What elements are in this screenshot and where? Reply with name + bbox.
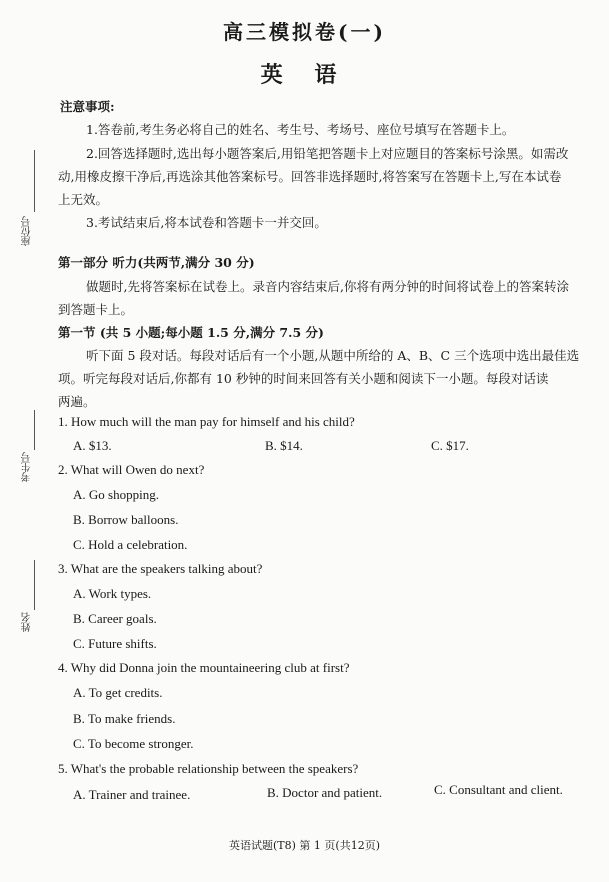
question-1: 1. How much will the man pay for himself and his child? xyxy=(58,414,355,429)
notice-line: 3.考试结束后,将本试卷和答题卡一并交回。 xyxy=(86,215,327,230)
question-4: 4. Why did Donna join the mountaineering club at first? xyxy=(58,660,350,675)
section1-intro: 项。听完每段对话后,你都有 10 秒钟的时间来回答有关小题和阅读下一小题。每段对话读 xyxy=(58,371,549,386)
section1-heading: 第一节 (共 5 小题;每小题 1.5 分,满分 7.5 分) xyxy=(58,325,324,340)
q4-option-a: A. To get credits. xyxy=(73,685,163,700)
seat-number-line xyxy=(34,150,35,212)
notice-line: 上无效。 xyxy=(58,192,109,207)
seat-number-label: 座位号 xyxy=(22,216,33,246)
part1-heading: 第一部分 听力(共两节,满分 30 分) xyxy=(58,255,255,270)
q3-option-c: C. Future shifts. xyxy=(73,636,157,651)
exam-number-label: 考生号 xyxy=(22,452,33,482)
q5-option-c: C. Consultant and client. xyxy=(434,782,563,797)
page-footer: 英语试题(T8) 第 1 页(共12页) xyxy=(229,839,380,852)
q5-option-b: B. Doctor and patient. xyxy=(267,785,383,800)
q3-option-a: A. Work types. xyxy=(73,586,152,601)
q1-option-b: B. $14. xyxy=(265,438,303,453)
q2-option-a: A. Go shopping. xyxy=(73,487,159,502)
q5-option-a: A. Trainer and trainee. xyxy=(73,787,191,802)
section1-intro: 两遍。 xyxy=(58,394,96,409)
q2-option-c: C. Hold a celebration. xyxy=(73,537,188,552)
section1-intro: 听下面 5 段对话。每段对话后有一个小题,从题中所给的 A、B、C 三个选项中选出最佳选 xyxy=(86,348,580,363)
notice-heading: 注意事项: xyxy=(60,99,115,114)
q2-option-b: B. Borrow balloons. xyxy=(73,512,179,527)
question-5: 5. What's the probable relationship between the speakers? xyxy=(58,761,359,776)
notice-line: 2.回答选择题时,选出每小题答案后,用铅笔把答题卡上对应题目的答案标号涂黑。如需改 xyxy=(86,146,569,161)
notice-line: 动,用橡皮擦干净后,再选涂其他答案标号。回答非选择题时,将答案写在答题卡上,写在本试卷 xyxy=(58,169,562,184)
name-line xyxy=(34,560,35,610)
part1-intro: 做题时,先将答案标在试卷上。录音内容结束后,你将有两分钟的时间将试卷上的答案转涂 xyxy=(86,279,569,294)
part1-intro: 到答题卡上。 xyxy=(58,302,134,317)
q4-option-c: C. To become stronger. xyxy=(73,736,194,751)
question-2: 2. What will Owen do next? xyxy=(58,462,205,477)
exam-title: 高三模拟卷(一) xyxy=(223,20,386,44)
q1-option-c: C. $17. xyxy=(431,438,469,453)
subject-title: 英 语 xyxy=(260,62,349,88)
q3-option-b: B. Career goals. xyxy=(73,611,157,626)
q4-option-b: B. To make friends. xyxy=(73,711,176,726)
name-label: 姓名 xyxy=(22,612,33,632)
notice-line: 1.答卷前,考生务必将自己的姓名、考生号、考场号、座位号填写在答题卡上。 xyxy=(86,122,515,137)
q1-option-a: A. $13. xyxy=(73,438,112,453)
exam-number-line xyxy=(34,410,35,450)
question-3: 3. What are the speakers talking about? xyxy=(58,561,263,576)
